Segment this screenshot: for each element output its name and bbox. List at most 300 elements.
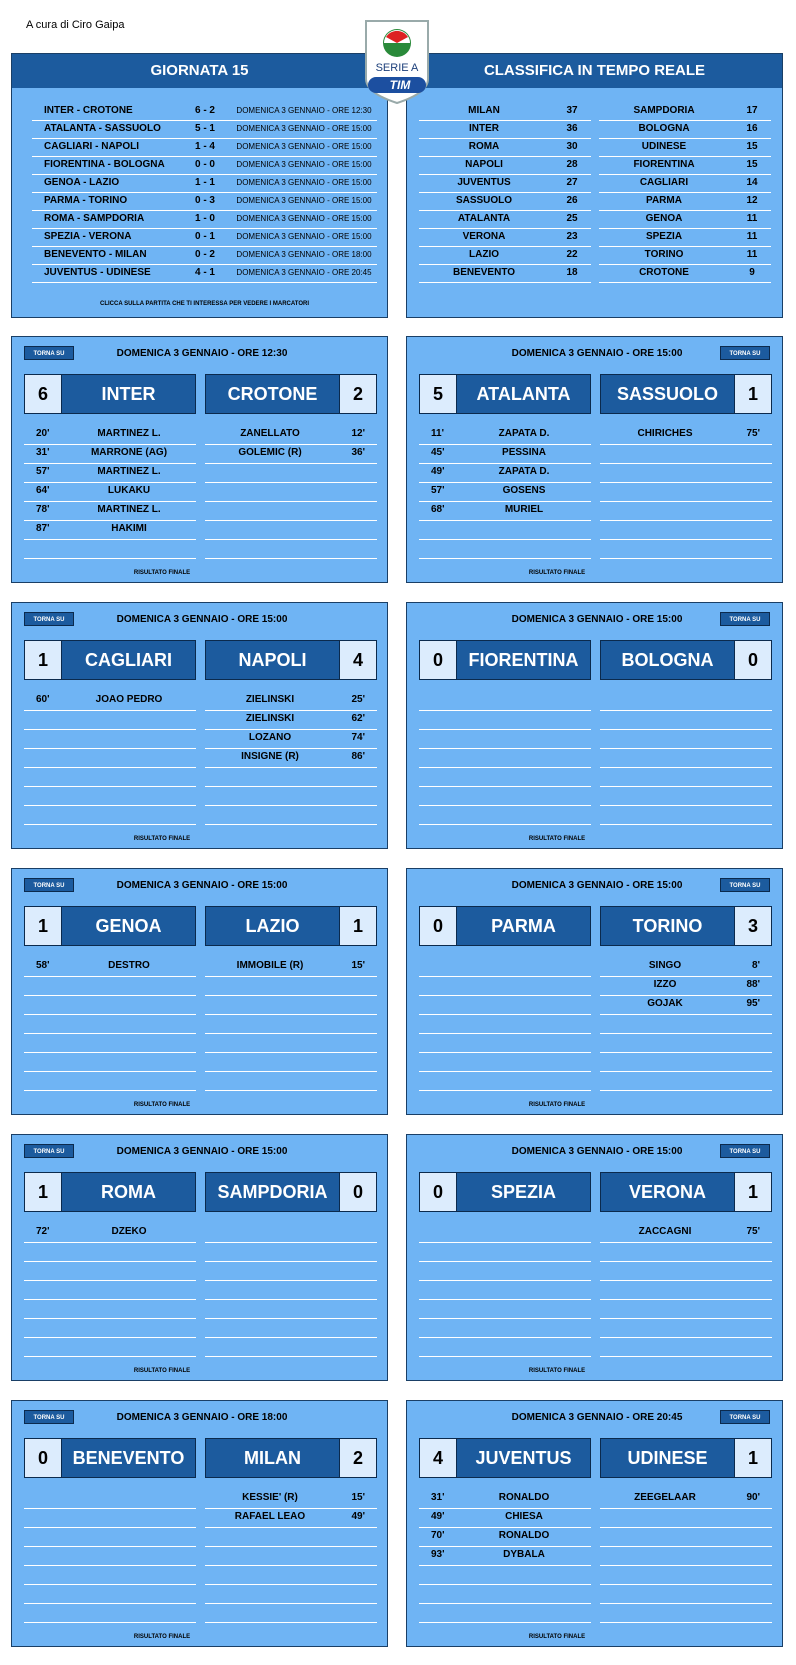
away-team-name: VERONA	[628, 1182, 706, 1202]
away-scorer-row	[600, 1071, 772, 1091]
away-scorer-row	[205, 501, 377, 521]
away-team-box	[600, 640, 772, 680]
home-scorer-row	[24, 995, 196, 1015]
result-row[interactable]	[32, 191, 377, 211]
standings-team: CAGLIARI	[639, 177, 689, 188]
away-team-name: SAMPDORIA	[217, 1182, 328, 1202]
home-scorer-row	[419, 1318, 591, 1338]
goal-minute: 15'	[351, 960, 365, 971]
away-score: 1	[734, 375, 771, 413]
home-scorer-row	[24, 539, 196, 559]
away-team-box	[205, 906, 377, 946]
home-team-name: GENOA	[95, 916, 162, 936]
goal-minute: 70'	[431, 1530, 445, 1541]
standings-team: JUVENTUS	[457, 177, 511, 188]
final-result-label: RISULTATO FINALE	[528, 1634, 586, 1640]
home-scorer-row	[419, 748, 591, 768]
home-scorer-row	[419, 444, 591, 464]
away-scorer-row	[205, 995, 377, 1015]
goal-minute: 8'	[752, 960, 760, 971]
away-team-name: MILAN	[244, 1448, 301, 1468]
away-scorer-row	[205, 1014, 377, 1034]
standings-team: FIORENTINA	[633, 159, 695, 170]
result-date: DOMENICA 3 GENNAIO - ORE 18:00	[236, 250, 372, 259]
goal-minute: 57'	[431, 485, 445, 496]
goal-minute: 12'	[351, 428, 365, 439]
home-score: 0	[420, 1173, 457, 1211]
away-scorer-row	[205, 1280, 377, 1300]
away-scorer-row	[600, 748, 772, 768]
home-scorer-row	[419, 1052, 591, 1072]
home-scorer-row	[24, 482, 196, 502]
home-score: 0	[25, 1439, 62, 1477]
back-to-top-button[interactable]: TORNA SU	[24, 878, 74, 892]
back-to-top-button[interactable]: TORNA SU	[720, 1410, 770, 1424]
goal-minute: 15'	[351, 1492, 365, 1503]
away-team-box	[205, 1438, 377, 1478]
home-scorer-row	[419, 1508, 591, 1528]
goal-minute: 49'	[431, 466, 445, 477]
home-scorer-row	[24, 691, 196, 711]
away-scorer-row	[205, 729, 377, 749]
away-scorer-row	[205, 786, 377, 806]
home-scorer-row	[24, 1261, 196, 1281]
home-scorer-row	[419, 729, 591, 749]
final-result-label: RISULTATO FINALE	[133, 570, 191, 576]
goal-minute: 93'	[431, 1549, 445, 1560]
home-scorer-row	[24, 1071, 196, 1091]
away-team-box	[205, 1172, 377, 1212]
home-scorer-row	[419, 1527, 591, 1547]
home-scorer-row	[24, 1299, 196, 1319]
standings-team: CROTONE	[639, 267, 689, 278]
goal-scorer: SINGO	[648, 960, 682, 971]
standings-team: INTER	[469, 123, 499, 134]
standings-team: PARMA	[646, 195, 682, 206]
goal-scorer: DZEKO	[111, 1226, 147, 1237]
result-score: 5 - 1	[194, 123, 215, 134]
result-score: 0 - 3	[194, 195, 215, 206]
result-date: DOMENICA 3 GENNAIO - ORE 15:00	[236, 196, 372, 205]
away-scorer-row	[205, 1584, 377, 1604]
goal-scorer: GOJAK	[647, 998, 683, 1009]
result-row[interactable]	[32, 119, 377, 139]
goal-scorer: GOLEMIC (R)	[238, 447, 302, 458]
home-team-box	[24, 1438, 196, 1478]
back-to-top-button[interactable]: TORNA SU	[720, 612, 770, 626]
goal-minute: 86'	[351, 751, 365, 762]
back-to-top-button[interactable]: TORNA SU	[720, 1144, 770, 1158]
goal-scorer: MARTINEZ L.	[97, 504, 161, 515]
back-to-top-button[interactable]: TORNA SU	[24, 1410, 74, 1424]
home-scorer-row	[24, 1584, 196, 1604]
away-scorer-row	[205, 444, 377, 464]
away-scorer-row	[205, 691, 377, 711]
final-result-label: RISULTATO FINALE	[528, 1368, 586, 1374]
home-team-box	[419, 640, 591, 680]
goal-scorer: MARRONE (AG)	[90, 447, 168, 458]
home-scorer-row	[419, 976, 591, 996]
match-panel	[406, 602, 783, 849]
away-score: 0	[339, 1173, 376, 1211]
home-scorer-row	[419, 501, 591, 521]
final-result-label: RISULTATO FINALE	[528, 1102, 586, 1108]
home-team-box	[419, 1438, 591, 1478]
away-scorer-row	[205, 539, 377, 559]
standings-team: UDINESE	[641, 141, 687, 152]
result-date: DOMENICA 3 GENNAIO - ORE 15:00	[236, 124, 372, 133]
match-date: DOMENICA 3 GENNAIO - ORE 15:00	[511, 614, 683, 625]
away-scorer-row	[600, 691, 772, 711]
home-score: 5	[420, 375, 457, 413]
match-date: DOMENICA 3 GENNAIO - ORE 15:00	[116, 1146, 288, 1157]
away-scorer-row	[600, 1299, 772, 1319]
back-to-top-button[interactable]: TORNA SU	[24, 612, 74, 626]
home-team-box	[419, 906, 591, 946]
goal-scorer: ZEEGELAAR	[634, 1492, 696, 1503]
result-date: DOMENICA 3 GENNAIO - ORE 15:00	[236, 214, 372, 223]
home-scorer-row	[419, 786, 591, 806]
back-to-top-button[interactable]: TORNA SU	[720, 878, 770, 892]
away-scorer-row	[205, 520, 377, 540]
back-to-top-button[interactable]: TORNA SU	[24, 1144, 74, 1158]
home-scorer-row	[419, 1014, 591, 1034]
away-scorer-row	[600, 1052, 772, 1072]
back-to-top-button[interactable]: TORNA SU	[720, 346, 770, 360]
standings-row	[599, 263, 771, 283]
standings-team: SASSUOLO	[455, 195, 513, 206]
home-scorer-row	[24, 1242, 196, 1262]
home-scorer-row	[419, 1261, 591, 1281]
standings-points: 18	[566, 267, 578, 278]
home-scorer-row	[24, 444, 196, 464]
away-scorer-row	[600, 710, 772, 730]
goal-minute: 11'	[431, 428, 444, 439]
result-teams: FIORENTINA - BOLOGNA	[44, 159, 165, 170]
goal-minute: 60'	[36, 694, 50, 705]
home-team-name: INTER	[101, 384, 156, 404]
home-scorer-row	[24, 1052, 196, 1072]
home-scorer-row	[419, 691, 591, 711]
away-scorer-row	[205, 1565, 377, 1585]
match-panel	[406, 868, 783, 1115]
match-date: DOMENICA 3 GENNAIO - ORE 18:00	[116, 1412, 288, 1423]
home-score: 0	[420, 641, 457, 679]
goal-scorer: ZACCAGNI	[638, 1226, 692, 1237]
result-row[interactable]	[32, 245, 377, 265]
away-scorer-row	[600, 1527, 772, 1547]
goal-scorer: JOAO PEDRO	[95, 694, 163, 705]
away-team-name: CROTONE	[227, 384, 318, 404]
home-score: 6	[25, 375, 62, 413]
standings-points: 17	[746, 105, 758, 116]
standings-points: 28	[566, 159, 578, 170]
away-team-name: LAZIO	[245, 916, 300, 936]
standings-points: 26	[566, 195, 578, 206]
away-scorer-row	[600, 1223, 772, 1243]
home-scorer-row	[24, 710, 196, 730]
result-score: 0 - 1	[194, 231, 215, 242]
home-team-name: PARMA	[491, 916, 556, 936]
standings-team: MILAN	[468, 105, 500, 116]
standings-team: BOLOGNA	[638, 123, 690, 134]
away-team-box	[600, 1438, 772, 1478]
home-scorer-row	[419, 1223, 591, 1243]
goal-minute: 74'	[351, 732, 365, 743]
result-score: 6 - 2	[194, 105, 215, 116]
home-team-box	[24, 906, 196, 946]
home-scorer-row	[419, 425, 591, 445]
goal-scorer: IMMOBILE (R)	[236, 960, 304, 971]
home-team-box	[24, 640, 196, 680]
author-credit: A cura di Ciro Gaipa	[26, 19, 125, 31]
result-score: 4 - 1	[194, 267, 215, 278]
home-scorer-row	[24, 520, 196, 540]
away-scorer-row	[205, 1261, 377, 1281]
goal-scorer: INSIGNE (R)	[241, 751, 299, 762]
home-scorer-row	[24, 786, 196, 806]
result-row[interactable]	[32, 137, 377, 157]
result-score: 0 - 0	[194, 159, 215, 170]
results-hint: CLICCA SULLA PARTITA CHE TI INTERESSA PER VEDERE I MARCATORI	[99, 301, 309, 307]
goal-scorer: RAFAEL LEAO	[234, 1511, 306, 1522]
result-row[interactable]	[32, 209, 377, 229]
standings-row	[419, 209, 591, 229]
home-scorer-row	[24, 1223, 196, 1243]
home-score: 1	[25, 1173, 62, 1211]
match-date: DOMENICA 3 GENNAIO - ORE 20:45	[511, 1412, 683, 1423]
standings-points: 36	[566, 123, 578, 134]
home-scorer-row	[24, 976, 196, 996]
standings-points: 22	[566, 249, 578, 260]
away-scorer-row	[600, 1337, 772, 1357]
standings-points: 27	[566, 177, 578, 188]
away-scorer-row	[205, 1299, 377, 1319]
match-panel	[11, 336, 388, 583]
home-scorer-row	[419, 767, 591, 787]
result-row[interactable]	[32, 173, 377, 193]
back-to-top-button[interactable]: TORNA SU	[24, 346, 74, 360]
goal-scorer: CHIRICHES	[637, 428, 693, 439]
home-team-name: SPEZIA	[490, 1182, 556, 1202]
match-panel	[11, 1134, 388, 1381]
home-scorer-row	[24, 1603, 196, 1623]
standings-row	[599, 137, 771, 157]
away-scorer-row	[600, 1489, 772, 1509]
away-scorer-row	[600, 1508, 772, 1528]
standings-row	[599, 209, 771, 229]
away-scorer-row	[600, 1603, 772, 1623]
standings-team: SAMPDORIA	[633, 105, 695, 116]
home-scorer-row	[24, 1318, 196, 1338]
goal-minute: 57'	[36, 466, 50, 477]
home-scorer-row	[24, 805, 196, 825]
away-scorer-row	[205, 767, 377, 787]
home-team-name: BENEVENTO	[72, 1448, 185, 1468]
goal-minute: 25'	[351, 694, 365, 705]
home-scorer-row	[24, 1337, 196, 1357]
result-score: 1 - 0	[194, 213, 215, 224]
goal-scorer: LUKAKU	[107, 485, 151, 496]
goal-scorer: DESTRO	[108, 960, 150, 971]
goal-scorer: MARTINEZ L.	[97, 428, 161, 439]
standings-row	[419, 263, 591, 283]
standings-points: 37	[566, 105, 578, 116]
final-result-label: RISULTATO FINALE	[528, 836, 586, 842]
final-result-label: RISULTATO FINALE	[528, 570, 586, 576]
round-title: GIORNATA 15	[12, 54, 387, 88]
goal-scorer: DYBALA	[503, 1549, 545, 1560]
standings-team: LAZIO	[469, 249, 499, 260]
goal-minute: 64'	[36, 485, 50, 496]
away-scorer-row	[205, 463, 377, 483]
match-panel	[406, 1134, 783, 1381]
away-scorer-row	[600, 425, 772, 445]
goal-scorer: ZAPATA D.	[498, 428, 550, 439]
home-scorer-row	[419, 1242, 591, 1262]
standings-points: 25	[566, 213, 578, 224]
away-scorer-row	[600, 482, 772, 502]
away-scorer-row	[600, 1280, 772, 1300]
svg-text:SERIE A: SERIE A	[375, 62, 419, 74]
result-teams: CAGLIARI - NAPOLI	[44, 141, 139, 152]
goal-minute: 31'	[431, 1492, 445, 1503]
svg-text:TIM: TIM	[389, 78, 411, 92]
away-scorer-row	[600, 1318, 772, 1338]
standings-row	[599, 227, 771, 247]
goal-scorer: ZIELINSKI	[245, 694, 295, 705]
goal-scorer: LOZANO	[248, 732, 292, 743]
home-scorer-row	[24, 1280, 196, 1300]
home-scorer-row	[24, 425, 196, 445]
away-scorer-row	[205, 710, 377, 730]
standings-points: 30	[566, 141, 578, 152]
home-scorer-row	[419, 520, 591, 540]
away-scorer-row	[205, 1052, 377, 1072]
home-scorer-row	[419, 1033, 591, 1053]
result-teams: GENOA - LAZIO	[44, 177, 120, 188]
result-teams: PARMA - TORINO	[44, 195, 128, 206]
result-date: DOMENICA 3 GENNAIO - ORE 20:45	[236, 268, 372, 277]
away-team-name: UDINESE	[627, 1448, 708, 1468]
away-score: 1	[734, 1439, 771, 1477]
standings-points: 15	[746, 141, 758, 152]
home-team-name: CAGLIARI	[85, 650, 172, 670]
result-row[interactable]	[32, 263, 377, 283]
goal-minute: 58'	[36, 960, 50, 971]
away-scorer-row	[205, 1337, 377, 1357]
goal-scorer: HAKIMI	[111, 523, 147, 534]
goal-minute: 95'	[746, 998, 760, 1009]
goal-minute: 88'	[746, 979, 760, 990]
standings-row	[419, 101, 591, 121]
match-panel	[406, 1400, 783, 1647]
away-scorer-row	[600, 1565, 772, 1585]
standings-row	[599, 101, 771, 121]
home-scorer-row	[419, 1280, 591, 1300]
goal-minute: 62'	[351, 713, 365, 724]
away-score: 0	[734, 641, 771, 679]
standings-row	[599, 245, 771, 265]
away-team-name: NAPOLI	[238, 650, 307, 670]
home-team-box	[419, 374, 591, 414]
standings-row	[419, 173, 591, 193]
result-row[interactable]	[32, 101, 377, 121]
home-scorer-row	[419, 482, 591, 502]
away-scorer-row	[205, 1318, 377, 1338]
match-panel	[406, 336, 783, 583]
standings-points: 11	[746, 231, 758, 242]
away-scorer-row	[600, 1584, 772, 1604]
goal-minute: 20'	[36, 428, 50, 439]
away-scorer-row	[600, 976, 772, 996]
standings-team: GENOA	[645, 213, 683, 224]
result-row[interactable]	[32, 155, 377, 175]
away-scorer-row	[205, 1489, 377, 1509]
goal-minute: 78'	[36, 504, 50, 515]
home-scorer-row	[24, 1565, 196, 1585]
home-score: 1	[25, 907, 62, 945]
goal-minute: 72'	[36, 1226, 50, 1237]
away-team-box	[600, 1172, 772, 1212]
goal-minute: 75'	[746, 1226, 760, 1237]
home-scorer-row	[24, 729, 196, 749]
away-scorer-row	[600, 995, 772, 1015]
home-scorer-row	[419, 1584, 591, 1604]
away-scorer-row	[600, 767, 772, 787]
goal-scorer: RONALDO	[498, 1492, 550, 1503]
result-row[interactable]	[32, 227, 377, 247]
standings-row	[419, 191, 591, 211]
result-teams: BENEVENTO - MILAN	[44, 249, 147, 260]
away-team-box	[205, 374, 377, 414]
away-scorer-row	[205, 1242, 377, 1262]
away-scorer-row	[600, 1033, 772, 1053]
away-scorer-row	[600, 1242, 772, 1262]
home-scorer-row	[419, 463, 591, 483]
home-scorer-row	[24, 1527, 196, 1547]
away-scorer-row	[600, 501, 772, 521]
standings-row	[599, 173, 771, 193]
goal-minute: 90'	[746, 1492, 760, 1503]
match-panel	[11, 602, 388, 849]
standings-points: 15	[746, 159, 758, 170]
away-score: 1	[339, 907, 376, 945]
match-date: DOMENICA 3 GENNAIO - ORE 15:00	[116, 614, 288, 625]
home-scorer-row	[24, 1546, 196, 1566]
home-team-box	[24, 1172, 196, 1212]
away-scorer-row	[205, 1527, 377, 1547]
goal-scorer: ZAPATA D.	[498, 466, 550, 477]
away-scorer-row	[205, 805, 377, 825]
home-scorer-row	[419, 710, 591, 730]
home-score: 1	[25, 641, 62, 679]
away-scorer-row	[205, 1508, 377, 1528]
result-date: DOMENICA 3 GENNAIO - ORE 15:00	[236, 142, 372, 151]
home-score: 0	[420, 907, 457, 945]
result-date: DOMENICA 3 GENNAIO - ORE 15:00	[236, 160, 372, 169]
home-score: 4	[420, 1439, 457, 1477]
home-scorer-row	[419, 539, 591, 559]
away-scorer-row	[205, 1033, 377, 1053]
result-teams: ATALANTA - SASSUOLO	[44, 123, 161, 134]
goal-minute: 75'	[746, 428, 760, 439]
goal-scorer: MURIEL	[504, 504, 544, 515]
result-score: 1 - 1	[194, 177, 215, 188]
standings-team: ROMA	[468, 141, 500, 152]
home-scorer-row	[419, 1565, 591, 1585]
away-scorer-row	[600, 1014, 772, 1034]
